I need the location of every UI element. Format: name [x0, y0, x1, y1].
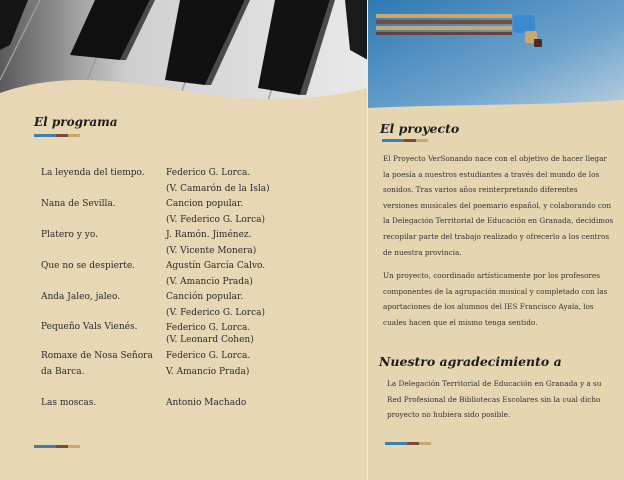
program-author-1: Federico G. Lorca. (V. Camarón de la Isla) [166, 168, 270, 194]
program-title-3: Platero y yo. [41, 230, 98, 240]
program-author-2: Cancion popular. (V. Federico G. Lorca) [166, 199, 266, 225]
footer-accent-bar [34, 445, 80, 448]
heading-accent-bar [34, 134, 80, 137]
program-title-1: La leyenda del tiempo. [41, 168, 145, 178]
program-title-6: Pequeño Vals Vienés. [41, 322, 138, 332]
program-title-2: Nana de Sevilla. [41, 199, 116, 209]
right-footer-accent-bar [385, 442, 431, 445]
project-paragraph-1: El Proyecto VerSonando nace con el objetivo de hacer llegar la poesía a nuestros estudiantes a través del mundo de los sonidos. Tras varios años reinterpretando diferentes versiones musicales del poemario español, y colaborando con la Delegación Territorial de Educación en Granada, decidimos recopilar parte del trabajo realizado y ofrecerlo a los centros de nuestra provincia. [383, 154, 614, 257]
program-author-5: Canción popular. (V. Federico G. Lorca) [166, 292, 266, 318]
blue-header-graphic [368, 0, 624, 112]
acknowledgement-paragraph: La Delegación Territorial de Educación en Granada y a su Red Profesional de Bibliotecas Escolares sin la cual dicho proyecto no hubiera sido posible. [387, 379, 602, 420]
program-author-7: Federico G. Lorca. V. Amancio Prada) [166, 351, 251, 377]
project-accent-bar [382, 139, 428, 142]
program-title-8: Las moscas. [41, 398, 97, 408]
program-title-5: Anda Jaleo, jaleo. [41, 292, 121, 302]
program-title-4: Que no se despierte. [41, 261, 136, 271]
program-author-3: J. Ramón. Jiménez. (V. Vicente Monera) [166, 230, 257, 256]
project-heading: El proyecto [380, 121, 460, 136]
program-heading: El programa [34, 115, 118, 129]
program-author-6: Federico G. Lorca. (V. Leonard Cohen) [166, 323, 254, 345]
program-author-8: Antonio Machado [166, 398, 247, 408]
project-paragraph-2: Un proyecto, coordinado artísticamente por los profesores componentes de la agrupación musical y completado con las aportaciones de los alumnos del IES Francisco Ayala, los cuales hacen que el mismo tenga sentido. [383, 271, 608, 327]
program-title-7: Romaxe de Nosa Señora da Barca. [41, 351, 153, 377]
piano-keys-image [0, 0, 368, 115]
right-page [368, 0, 624, 480]
acknowledgement-heading: Nuestro agradecimiento a [379, 354, 562, 369]
program-author-4: Agustín García Calvo. (V. Amancio Prada) [166, 261, 266, 287]
